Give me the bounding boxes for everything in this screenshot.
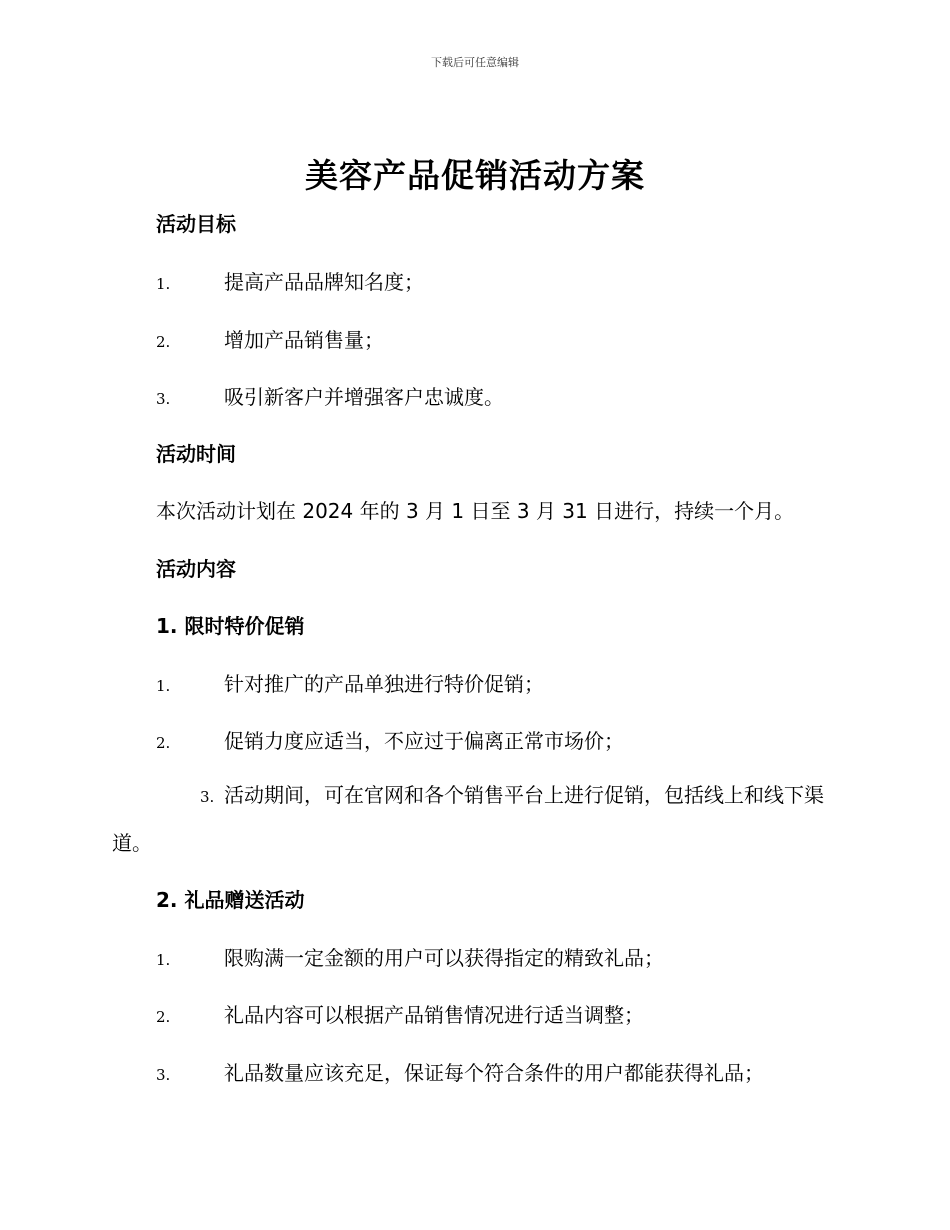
list-number: 3. [156, 1066, 171, 1084]
list-text: 提高产品品牌知名度； [224, 270, 424, 294]
list-text: 活动期间，可在官网和各个销售平台上进行促销，包括线上和线下渠道。 [112, 783, 824, 855]
list-number: 2. [156, 734, 171, 752]
sub-heading-gift: 2. 礼品赠送活动 [156, 888, 305, 912]
section-heading-goals: 活动目标 [156, 212, 236, 236]
list-text: 礼品内容可以根据产品销售情况进行适当调整； [224, 1003, 644, 1027]
list-number: 1. [156, 275, 171, 293]
gift-item-3 [156, 1057, 846, 1086]
list-text: 礼品数量应该充足，保证每个符合条件的用户都能获得礼品； [224, 1061, 764, 1085]
flash-sale-item-2 [156, 725, 846, 754]
list-number: 2. [156, 333, 171, 351]
list-number: 3. [200, 788, 215, 806]
goal-item-2 [156, 324, 846, 353]
section-heading-content: 活动内容 [156, 557, 236, 581]
list-text: 促销力度应适当，不应过于偏离正常市场价； [224, 729, 624, 753]
list-number: 1. [156, 951, 171, 969]
list-text: 限购满一定金额的用户可以获得指定的精致礼品； [224, 946, 664, 970]
flash-sale-item-3 [112, 772, 842, 866]
flash-sale-item-1 [156, 668, 846, 697]
list-text: 针对推广的产品单独进行特价促销； [224, 672, 544, 696]
header-note: 下载后可任意编辑 [431, 56, 519, 69]
document-title: 美容产品促销活动方案 [305, 156, 645, 195]
list-text: 增加产品销售量； [224, 328, 384, 352]
gift-item-1 [156, 942, 846, 971]
list-number: 3. [156, 390, 171, 408]
list-text: 吸引新客户并增强客户忠诚度。 [224, 385, 504, 409]
sub-heading-flash-sale: 1. 限时特价促销 [156, 614, 305, 638]
list-number: 1. [156, 677, 171, 695]
time-paragraph: 本次活动计划在 2024 年的 3 月 1 日至 3 月 31 日进行，持续一个月。 [156, 499, 795, 523]
goal-item-3 [156, 381, 846, 410]
section-heading-time: 活动时间 [156, 442, 236, 466]
list-number: 2. [156, 1008, 171, 1026]
goal-item-1 [156, 266, 846, 295]
gift-item-2 [156, 999, 846, 1028]
